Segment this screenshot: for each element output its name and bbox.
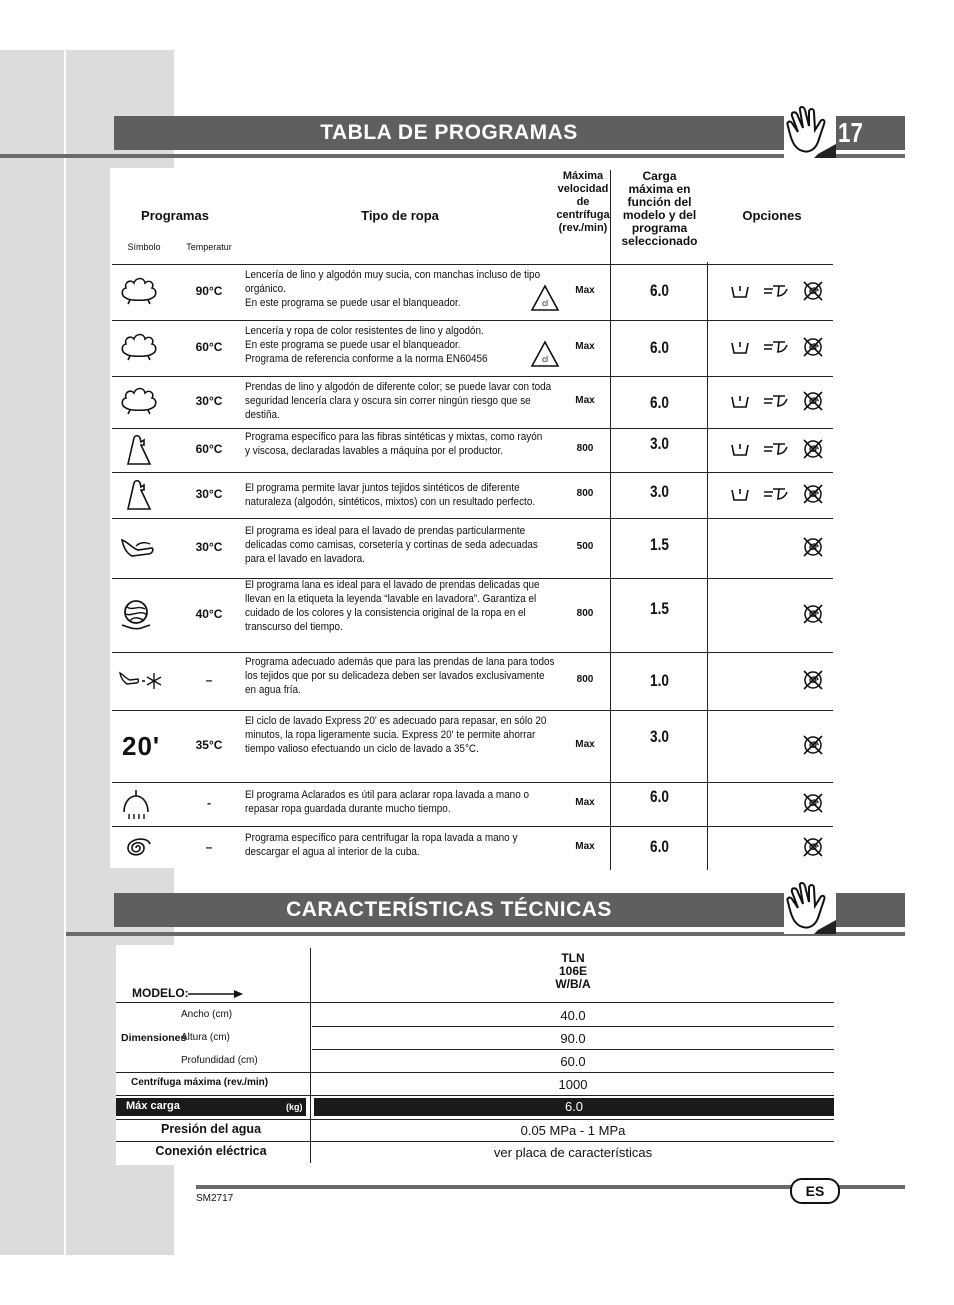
program-options: [725, 667, 825, 693]
no-spin-icon[interactable]: [801, 279, 825, 303]
table-row-line: [112, 782, 833, 783]
program-options: [725, 732, 825, 758]
super-rinse-icon[interactable]: [763, 484, 789, 504]
model-name: [312, 952, 834, 991]
program-temperature: 40°C: [195, 607, 223, 621]
no-spin-icon[interactable]: [801, 791, 825, 815]
no-spin-icon[interactable]: [801, 668, 825, 692]
program-speed: 500: [576, 541, 594, 552]
description-line: destiña.: [245, 409, 280, 421]
program-load: 6.0: [650, 837, 669, 856]
cotton-icon: [118, 330, 158, 366]
description-line: Programa adecuado además que para las prendas de lana para todos: [245, 656, 555, 668]
super-rinse-icon[interactable]: [763, 391, 789, 411]
description-line: delicadas como camisas, corsetería y cortinas de seda adecuadas: [245, 539, 538, 551]
header-tipo-ropa: Tipo de ropa: [361, 208, 439, 223]
description-line: El programa permite lavar juntos tejidos sintéticos de diferente: [245, 482, 520, 494]
program-options: [725, 388, 825, 414]
tech-row-line: [116, 1141, 834, 1142]
hand-icon: [784, 104, 836, 158]
tech-row-line: [116, 1002, 834, 1003]
section-rule: [0, 154, 905, 158]
section-title-programs: TABLA DE PROGRAMAS: [114, 116, 784, 150]
program-options: [725, 436, 825, 462]
program-speed: Max: [575, 739, 595, 750]
program-description: [245, 788, 565, 816]
max-load-value-box: [314, 1098, 834, 1116]
tech-col-divider: [310, 948, 311, 1163]
table-row-line: [112, 652, 833, 653]
delicate-icon: [118, 530, 158, 566]
prewash-icon[interactable]: [729, 337, 751, 357]
program-load: 6.0: [650, 281, 669, 300]
program-options: [725, 790, 825, 816]
program-description: [245, 380, 565, 422]
dim-width-label: Ancho (cm): [181, 1009, 233, 1020]
program-speed: Max: [575, 841, 595, 852]
program-temperature: 30°C: [195, 540, 223, 554]
program-options: [725, 334, 825, 360]
program-options: [725, 481, 825, 507]
header-temperatura: Temperatur: [186, 242, 232, 252]
model-label: MODELO:: [132, 986, 189, 1000]
cotton-icon: [118, 274, 158, 310]
max-load-label-box: [116, 1098, 306, 1116]
dim-height-value: 90.0: [560, 1031, 586, 1046]
header-carga: [612, 170, 707, 248]
super-rinse-icon[interactable]: [763, 337, 789, 357]
program-temperature: 90°C: [195, 284, 223, 298]
program-speed: Max: [575, 341, 595, 352]
description-line: tiempo valioso efectuando un ciclo de lavado a 35°C.: [245, 743, 479, 755]
synthetic-icon: [118, 432, 158, 468]
program-description: [245, 578, 565, 634]
program-options: [725, 534, 825, 560]
description-line: transcurso del tiempo.: [245, 621, 343, 633]
description-line: para el lavado en lavadora.: [245, 553, 365, 565]
description-line: seguridad lencería clara y oscura sin correr ningún riesgo que se: [245, 395, 531, 407]
header-carga-line: función del: [627, 195, 692, 209]
program-load: 1.0: [650, 671, 669, 690]
program-options: [725, 601, 825, 627]
program-description: [245, 481, 565, 509]
dim-height-label: Altura (cm): [181, 1032, 230, 1043]
program-description: [245, 831, 565, 859]
no-spin-icon[interactable]: [801, 335, 825, 359]
no-spin-icon[interactable]: [801, 437, 825, 461]
express-20-icon: [122, 728, 162, 764]
header-velocidad-line: centrífuga: [556, 209, 610, 221]
program-speed: Max: [575, 285, 595, 296]
description-line: En este programa se puede usar el blanqueador.: [245, 297, 461, 309]
page-number-box: [836, 116, 905, 150]
dimensions-label: Dimensiones: [121, 1032, 187, 1044]
header-opciones: Opciones: [742, 208, 802, 223]
header-velocidad-line: Máxima: [562, 170, 604, 182]
program-temperature: 30°C: [195, 394, 223, 408]
no-spin-icon[interactable]: [801, 602, 825, 626]
section-rule: [66, 932, 905, 936]
max-load-label: Máx carga: [126, 1100, 180, 1112]
description-line: naturaleza (algodón, sintéticos, mixtos) con un resultado perfecto.: [245, 496, 536, 508]
no-spin-icon[interactable]: [801, 733, 825, 757]
tech-row-line: [312, 1049, 834, 1050]
synthetic-icon: [118, 477, 158, 513]
program-load: 1.5: [650, 535, 669, 554]
table-row-line: [112, 320, 833, 321]
spin-icon: [118, 830, 158, 866]
program-load: 6.0: [650, 787, 669, 806]
spin-value: 1000: [558, 1077, 588, 1092]
super-rinse-icon[interactable]: [763, 281, 789, 301]
hand-icon-box: [784, 880, 836, 934]
program-description: [245, 324, 565, 366]
electric-value: ver placa de características: [493, 1145, 653, 1160]
svg-text:cl: cl: [542, 299, 548, 308]
table-row-line: [112, 472, 833, 473]
program-speed: 800: [576, 608, 594, 619]
hand-icon-box: [784, 104, 836, 158]
cotton-icon: [118, 384, 158, 420]
water-value: 0.05 MPa - 1 MPa: [520, 1123, 626, 1138]
description-line: Programa específico para centrifugar la ropa lavada a mano y: [245, 832, 518, 844]
description-line: Programa específico para las fibras sintéticas y mixtas, como rayón: [245, 431, 543, 443]
program-description: [245, 268, 565, 310]
dim-width-value: 40.0: [560, 1008, 586, 1023]
program-temperature: –: [205, 673, 213, 687]
spin-label: Centrífuga máxima (rev./min): [131, 1077, 269, 1088]
program-load: 6.0: [650, 393, 669, 412]
no-spin-icon[interactable]: [801, 535, 825, 559]
model-name-line: W/B/A: [555, 977, 591, 991]
program-speed: Max: [575, 797, 595, 808]
express-20-label: 20': [122, 731, 161, 761]
program-speed: 800: [576, 443, 594, 454]
program-speed: 800: [576, 674, 594, 685]
description-line: minutos, la ropa ligeramente sucia. Express 20' te permite ahorrar: [245, 729, 536, 741]
program-speed: 800: [576, 488, 594, 499]
water-label: Presión del agua: [160, 1122, 262, 1136]
description-line: cuidado de los colores y la consistencia original de la ropa en el: [245, 607, 526, 619]
description-line: llevan en la etiqueta la leyenda “lavable en lavadora”. Garantiza el: [245, 593, 537, 605]
model-name-line: 106E: [558, 964, 588, 978]
table-row-line: [112, 428, 833, 429]
description-line: Lencería y ropa de color resistentes de lino y algodón.: [245, 325, 484, 337]
header-velocidad-line: de: [576, 196, 590, 208]
program-temperature: 60°C: [195, 340, 223, 354]
prewash-icon[interactable]: [729, 439, 751, 459]
rinse-icon: [118, 786, 158, 822]
program-speed: Max: [575, 395, 595, 406]
super-rinse-icon[interactable]: [763, 439, 789, 459]
description-line: descargar el agua al interior de la cuba.: [245, 846, 420, 858]
electric-label: Conexión eléctrica: [155, 1144, 267, 1158]
bleach-icon: [530, 284, 560, 317]
program-temperature: 60°C: [195, 442, 223, 456]
no-spin-icon[interactable]: [801, 482, 825, 506]
hand-icon: [784, 880, 836, 934]
description-line: orgánico.: [245, 283, 286, 295]
table-row-line: [112, 518, 833, 519]
program-load: 3.0: [650, 482, 669, 501]
program-load: 3.0: [650, 434, 669, 453]
program-description: [245, 430, 565, 458]
description-line: Programa de referencia conforme a la norma EN60456: [245, 353, 488, 365]
tech-row-line: [312, 1026, 834, 1027]
cold-wash-icon: [118, 663, 158, 699]
header-carga-line: seleccionado: [621, 234, 698, 248]
bleach-icon: [530, 340, 560, 373]
description-line: El ciclo de lavado Express 20' es adecuado para repasar, en sólo 20: [245, 715, 547, 727]
wool-icon: [118, 597, 158, 633]
tech-row-line: [116, 1095, 834, 1096]
col-divider: [610, 262, 611, 870]
tech-row-line: [116, 1072, 834, 1073]
header-carga-line: programa: [631, 221, 688, 235]
no-spin-icon[interactable]: [801, 389, 825, 413]
svg-text:cl: cl: [542, 355, 548, 364]
description-line: El programa es ideal para el lavado de prendas particularmente: [245, 525, 526, 537]
table-row-line: [112, 376, 833, 377]
document-code: SM2717: [196, 1193, 234, 1204]
header-velocidad-line: (rev./min): [558, 222, 608, 234]
table-row-line: [112, 264, 833, 265]
no-spin-icon[interactable]: [801, 835, 825, 859]
max-load-value: 6.0: [564, 1099, 584, 1114]
arrow-right-icon: [188, 988, 244, 1000]
program-load: 3.0: [650, 727, 669, 746]
program-temperature: –: [205, 840, 213, 854]
col-divider: [610, 170, 611, 262]
header-velocidad-line: velocidad: [557, 183, 609, 195]
header-programas: Programas: [141, 208, 209, 223]
tech-row-line: [116, 1119, 834, 1120]
program-options: [725, 834, 825, 860]
program-description: [245, 524, 565, 566]
max-load-unit: (kg): [286, 1102, 303, 1112]
program-load: 6.0: [650, 338, 669, 357]
page-number: 17: [838, 117, 863, 148]
prewash-icon[interactable]: [729, 484, 751, 504]
description-line: El programa Aclarados es útil para aclarar ropa lavada a mano o: [245, 789, 530, 801]
prewash-icon[interactable]: [729, 391, 751, 411]
description-line: El programa lana es ideal para el lavado de prendas delicadas que: [245, 579, 540, 591]
description-line: en agua fría.: [245, 684, 301, 696]
program-temperature: 30°C: [195, 487, 223, 501]
prewash-icon[interactable]: [729, 281, 751, 301]
description-line: y viscosa, declaradas lavables a máquina por el productor.: [245, 445, 504, 457]
header-carga-line: modelo y del: [622, 208, 697, 222]
description-line: Lencería de lino y algodón muy sucia, con manchas incluso de tipo: [245, 269, 541, 281]
program-options: [725, 278, 825, 304]
left-margin-line: [64, 50, 66, 1255]
dim-depth-label: Profundidad (cm): [181, 1055, 258, 1066]
program-temperature: 35°C: [195, 738, 223, 752]
header-carga-line: Carga: [642, 169, 677, 183]
header-simbolo: Símbolo: [127, 242, 161, 252]
description-line: repasar ropa guardada durante mucho tiempo.: [245, 803, 451, 815]
model-name-line: TLN: [561, 951, 585, 965]
tech-header-extension: [836, 893, 905, 927]
description-line: Prendas de lino y algodón de diferente color; se puede lavar con toda: [245, 381, 552, 393]
section-title-tech: CARACTERÍSTICAS TÉCNICAS: [114, 893, 784, 927]
program-description: [245, 655, 565, 697]
description-line: En este programa se puede usar el blanqueador.: [245, 339, 461, 351]
program-temperature: -: [207, 796, 211, 810]
header-carga-line: máxima en: [628, 182, 691, 196]
header-velocidad: [555, 170, 611, 235]
program-description: [245, 714, 565, 756]
col-divider: [707, 262, 708, 870]
program-load: 1.5: [650, 599, 669, 618]
table-row-line: [112, 826, 833, 827]
dim-depth-value: 60.0: [560, 1054, 586, 1069]
table-row-line: [112, 710, 833, 711]
description-line: los tejidos que por su delicadeza deben ser lavados exclusivamente: [245, 670, 545, 682]
language-badge: ES: [790, 1178, 840, 1204]
